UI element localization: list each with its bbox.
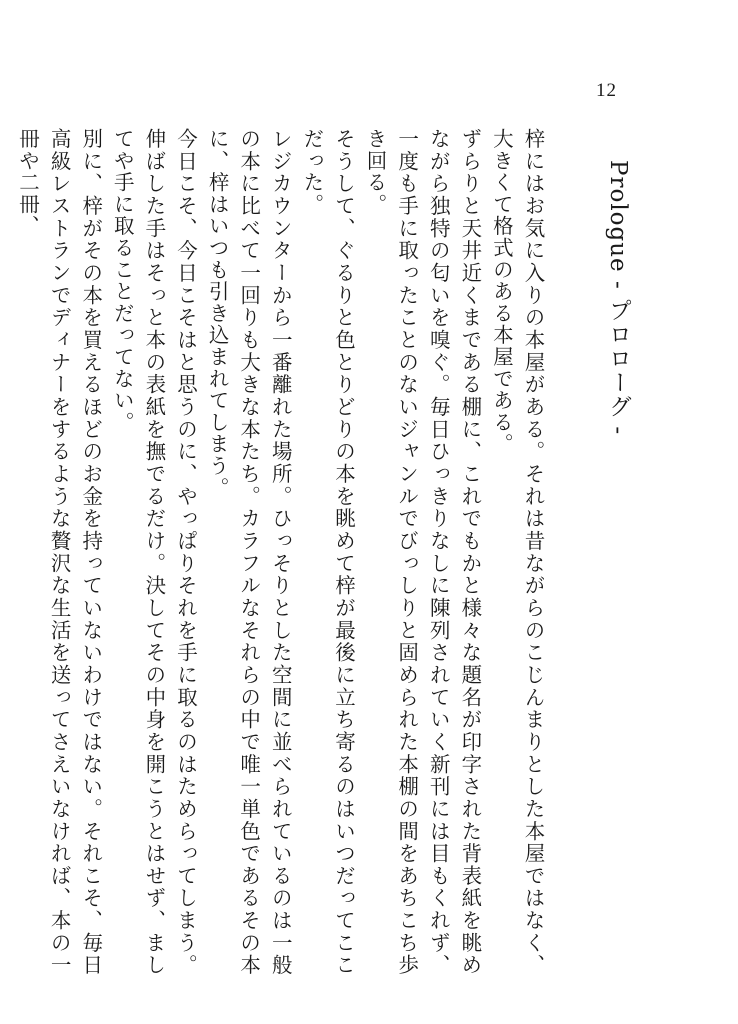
paragraph-3: そうして、ぐるりと色とりどりの本を眺めて梓が最後に立ち寄るのはいつだってここだった。: [299, 128, 356, 976]
chapter-title: Prologue - プロローグ -: [605, 160, 631, 436]
body-text: [11, 128, 548, 976]
paragraph-6: 別に、梓がその本を買えるほどのお金を持っていないわけではない。それこそ、毎日高級レストランでディナーをするような贅沢な生活を送ってさえいなければ、本の一冊や二冊、: [15, 128, 103, 976]
page-number: 12: [596, 80, 617, 101]
paragraph-5: 今日こそ、今日こそはと思うのに、やっぱりそれを手に取るのはためらってしまう。伸ばした手はそっと本の表紙を撫でるだけ。決してその中身を開こうとはせず、ましてや手に取ることだってない。: [110, 128, 198, 976]
paragraph-4: レジカウンターから一番離れた場所。ひっそりとした空間に並べられているのは一般の本に比べて一回りも大きな本たち。カラフルなそれらの中で唯一単色であるその本に、梓はいつも引き込まれてしまう。: [205, 128, 293, 976]
paragraph-2: ずらりと天井近くまである棚に、これでもかと様々な題名が印字された背表紙を眺めながら独特の匂いを嗅ぐ。毎日ひっきりなしに陳列されていく新刊には目もくれず、一度も手に取ったことのないジャンルでびっしりと固められた本棚の間をあちこち歩き回る。: [363, 128, 482, 976]
paragraph-1: 梓にはお気に入りの本屋がある。それは昔ながらのこじんまりとした本屋ではなく、大きくて格式のある本屋である。: [489, 128, 545, 976]
